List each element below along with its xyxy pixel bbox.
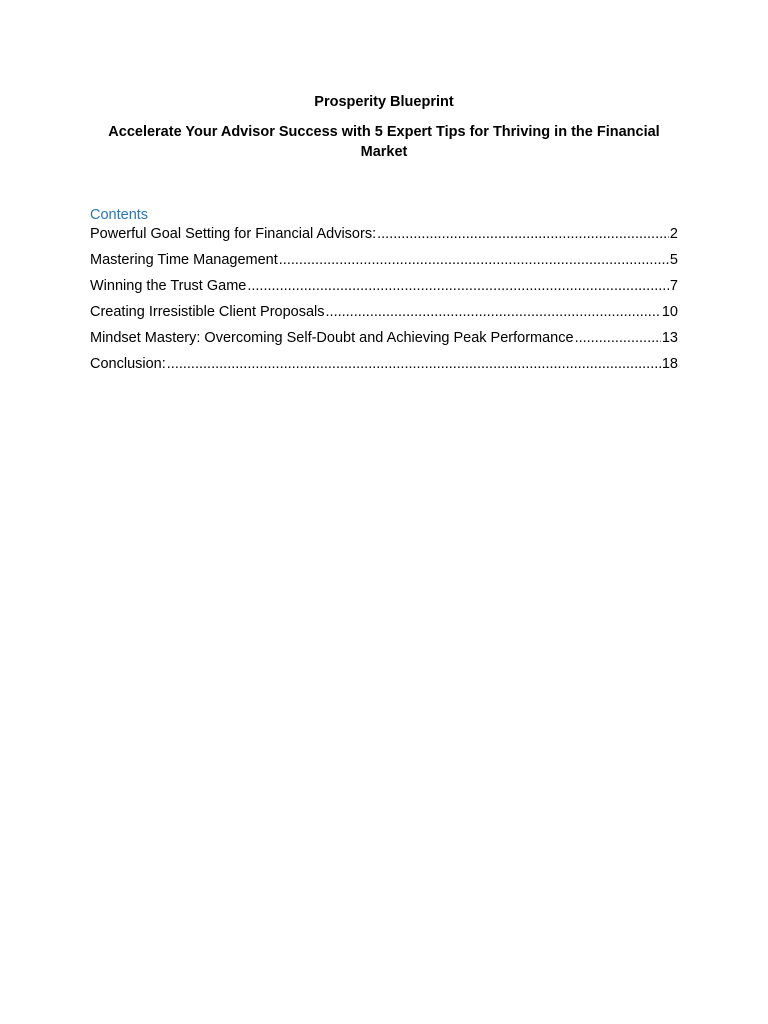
document-title: Prosperity Blueprint xyxy=(314,94,454,110)
toc-entry[interactable] xyxy=(90,302,678,328)
toc-page-number: 7 xyxy=(669,278,678,294)
toc-entry-title: Winning the Trust Game xyxy=(90,278,247,294)
toc-entry[interactable] xyxy=(90,276,678,302)
toc-entry-title: Mastering Time Management xyxy=(90,252,278,268)
toc-page-number: 2 xyxy=(669,226,678,242)
toc-leader-dots xyxy=(167,354,661,374)
toc-entry-title: Powerful Goal Setting for Financial Advisors: xyxy=(90,226,377,242)
toc-page-number: 18 xyxy=(661,356,678,372)
toc-heading: Contents xyxy=(90,207,149,223)
toc-leader-dots xyxy=(247,276,669,296)
toc-page-number: 13 xyxy=(661,330,678,346)
toc-entry-title: Conclusion: xyxy=(90,356,166,372)
toc-leader-dots xyxy=(575,328,661,348)
toc-leader-dots xyxy=(279,250,669,270)
document-subtitle: Accelerate Your Advisor Success with 5 Expert Tips for Thriving in the Financial Market xyxy=(108,124,660,160)
toc-entry-title: Creating Irresistible Client Proposals xyxy=(90,304,325,320)
toc-page-number: 5 xyxy=(669,252,678,268)
toc-page-number: 10 xyxy=(661,304,678,320)
table-of-contents xyxy=(90,224,678,380)
toc-entry[interactable] xyxy=(90,354,678,380)
toc-entry[interactable] xyxy=(90,250,678,276)
toc-entry-title: Mindset Mastery: Overcoming Self-Doubt and Achieving Peak Performance xyxy=(90,330,574,346)
toc-leader-dots xyxy=(377,224,669,244)
toc-entry[interactable] xyxy=(90,224,678,250)
toc-entry[interactable] xyxy=(90,328,678,354)
toc-leader-dots xyxy=(326,302,661,322)
